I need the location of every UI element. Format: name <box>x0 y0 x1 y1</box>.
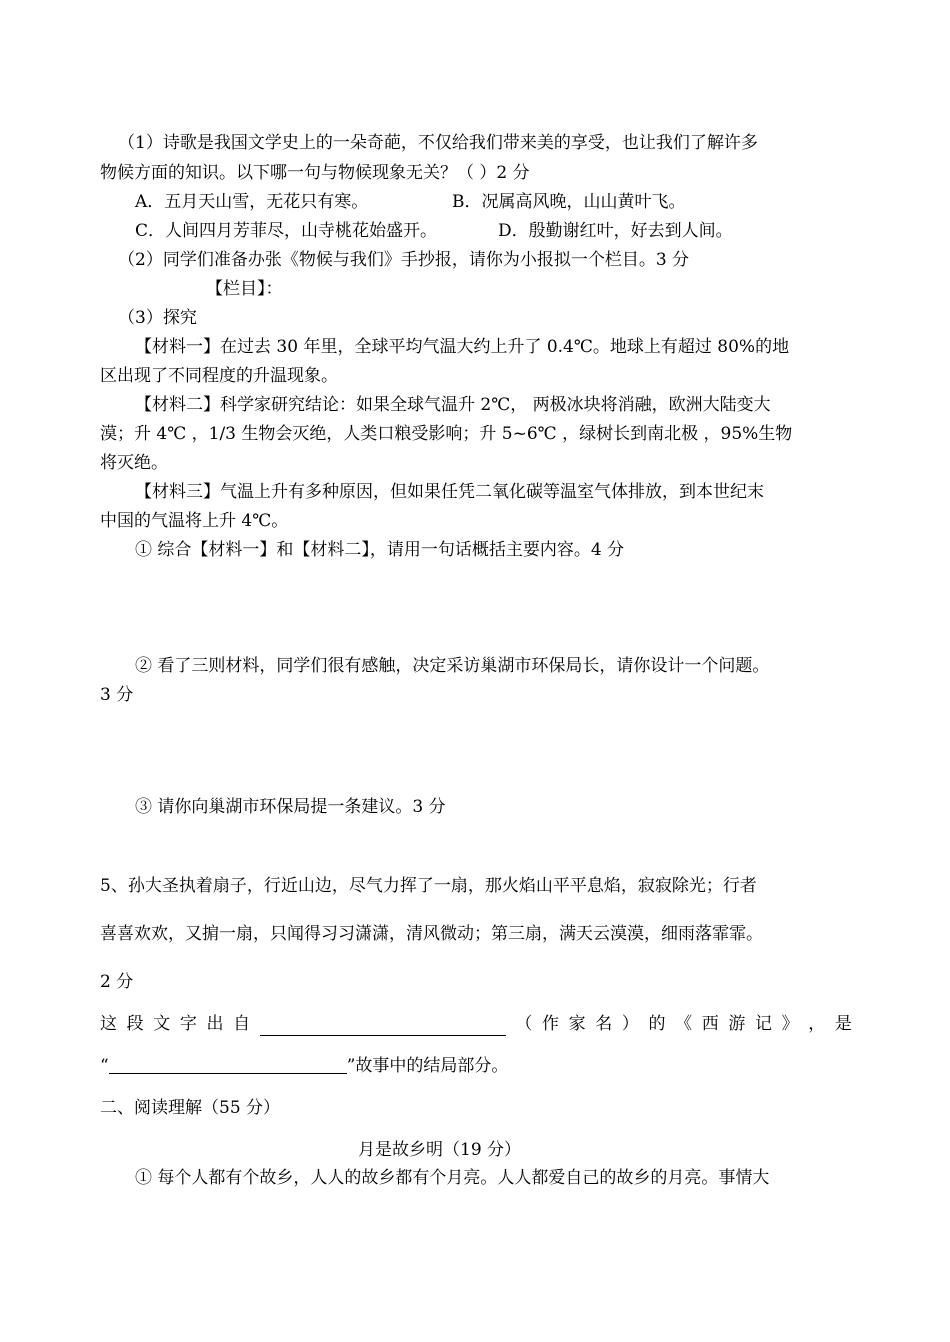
q5-fill-char: ， <box>808 1014 826 1034</box>
material-1-line1: 【材料一】在过去 30 年里，全球平均气温大约上升了 0.4℃。地球上有超过 80%的地 <box>135 337 790 357</box>
q4-sub1-line1: （1）诗歌是我国文学史上的一朵奇葩，不仅给我们带来美的享受，也让我们了解许多 <box>118 133 758 153</box>
q5-fill-char: 文 <box>153 1014 171 1034</box>
q5-line2: 喜喜欢欢，又掮一扇，只闻得习习潇潇，清风微动；第三扇，满天云漠漠，细雨落霏霏。 <box>100 924 763 944</box>
q5-fill-char: ） <box>621 1014 639 1034</box>
q5-fill-char: 《 <box>675 1014 693 1034</box>
q5-fill-char: 名 <box>595 1014 613 1034</box>
q5-line1: 5、孙大圣执着扇子，行近山边，尽气力挥了一扇，那火焰山平平息焰，寂寂除光；行者 <box>100 876 757 896</box>
q5-fill-char: 出 <box>206 1014 224 1034</box>
q5-fill-char: 自 <box>233 1014 251 1034</box>
q5-fill-char: 记 <box>755 1014 772 1034</box>
q5-fill-char: 这 <box>100 1014 117 1034</box>
task-2-line2: 3 分 <box>100 685 134 705</box>
q5-fill-char: 段 <box>126 1014 144 1034</box>
q4-sub1-line2: 物候方面的知识。以下哪一句与物候现象无关？（ ）2 分 <box>100 163 530 183</box>
q5-line5 <box>100 1054 508 1078</box>
q5-fill-char: 字 <box>179 1014 197 1034</box>
q5-fill-char: 》 <box>781 1014 799 1034</box>
material-2-line1: 【材料二】科学家研究结论：如果全球气温升 2℃， 两极冰块将消融，欧洲大陆变大 <box>135 395 771 415</box>
q5-fill-char: 西 <box>701 1014 719 1034</box>
q5-fill-char: 的 <box>648 1014 666 1034</box>
q5-fill-char: 游 <box>728 1014 746 1034</box>
material-3-line2: 中国的气温将上升 4℃。 <box>100 511 289 531</box>
material-1-line2: 区出现了不同程度的升温现象。 <box>100 366 338 386</box>
option-c: C．人间四月芳菲尽，山寺桃花始盛开。 <box>135 221 438 241</box>
q5-line5-rest: ”故事中的结局部分。 <box>346 1056 509 1076</box>
author-name-blank[interactable] <box>260 1017 506 1036</box>
material-2-line2: 漠；升 4℃ ，1/3 生物会灭绝，人类口粮受影响；升 5~6℃ ，绿树长到南北极 ，95%生物 <box>100 424 793 444</box>
option-b: B．况属高风晚，山山黄叶飞。 <box>452 192 686 212</box>
q5-fill-char: 家 <box>568 1014 586 1034</box>
task-2-line1: ② 看了三则材料，同学们很有感触，决定采访巢湖市环保局长，请你设计一个问题。 <box>135 656 770 676</box>
q4-sub3-label: （3）探究 <box>118 308 197 328</box>
article-title: 月是故乡明（19 分） <box>358 1140 522 1160</box>
open-quote: “ <box>100 1056 109 1076</box>
q5-score: 2 分 <box>100 972 134 992</box>
story-name-blank[interactable] <box>109 1055 347 1074</box>
q5-fill-char: 作 <box>542 1014 559 1034</box>
material-2-line3: 将灭绝。 <box>100 453 168 473</box>
material-3-line1: 【材料三】气温上升有多种原因，但如果任凭二氧化碳等温室气体排放，到本世纪末 <box>135 482 764 502</box>
option-a: A．五月天山雪，无花只有寒。 <box>135 192 369 212</box>
section-2-heading: 二、阅读理解（55 分） <box>100 1098 281 1118</box>
q5-fill-char: 是 <box>834 1014 852 1034</box>
q4-sub2-line1: （2）同学们准备办张《物候与我们》手抄报，请你为小报拟一个栏目。3 分 <box>118 250 690 270</box>
column-label: 【栏目】： <box>206 279 283 299</box>
task-1: ① 综合【材料一】和【材料二】，请用一句话概括主要内容。4 分 <box>135 540 625 560</box>
option-d: D．殷勤谢红叶，好去到人间。 <box>498 221 733 241</box>
q5-fill-char: （ <box>515 1014 533 1034</box>
task-3: ③ 请你向巢湖市环保局提一条建议。3 分 <box>135 797 446 817</box>
article-paragraph-1: ① 每个人都有个故乡，人人的故乡都有个月亮。人人都爱自己的故乡的月亮。事情大 <box>135 1168 770 1188</box>
q5-fill-line <box>100 1012 852 1036</box>
